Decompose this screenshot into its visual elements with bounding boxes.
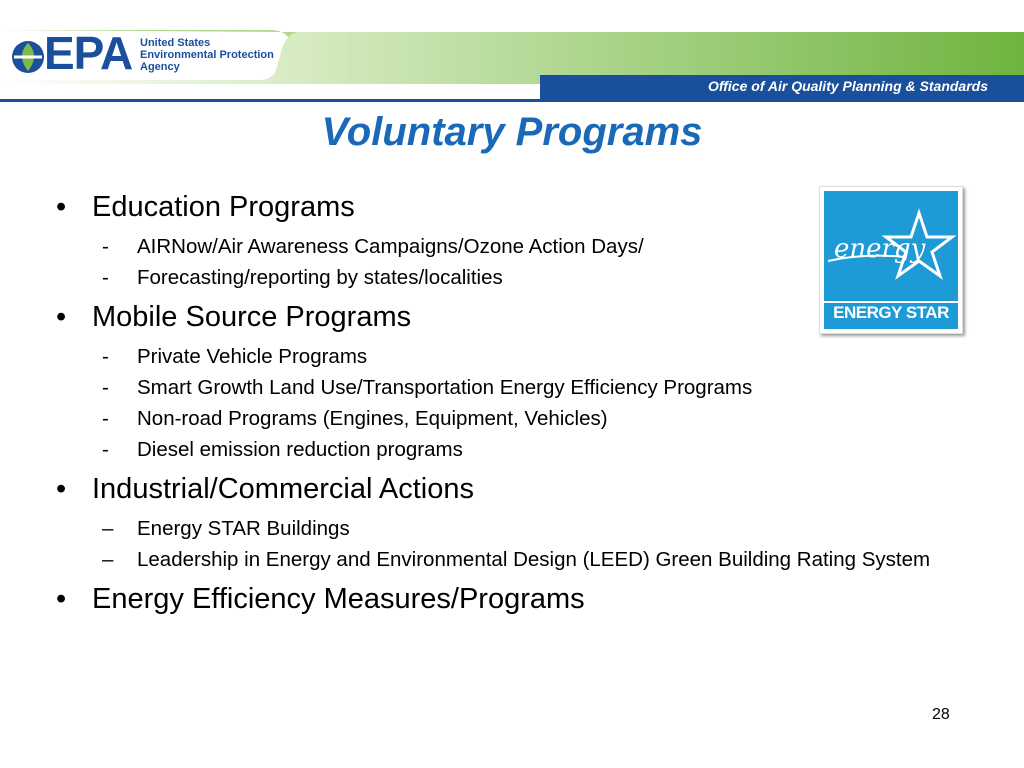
sub-list — [92, 344, 976, 462]
agency-line-2: Environmental Protection — [140, 49, 274, 61]
sub-item — [92, 375, 976, 400]
sub-text: Non-road Programs (Engines, Equipment, Vehicles) — [137, 407, 608, 430]
slide-title: Voluntary Programs — [321, 110, 703, 154]
bullet-text: Education Programs — [92, 191, 355, 223]
sub-text: Smart Growth Land Use/Transportation Energy Efficiency Programs — [137, 376, 753, 399]
sub-item — [92, 437, 976, 462]
dash-icon: - — [102, 407, 109, 430]
energy-star-logo — [819, 186, 963, 334]
sub-text: Diesel emission reduction programs — [137, 438, 463, 461]
dash-icon: – — [102, 517, 114, 540]
bullet-icon: • — [56, 191, 67, 223]
energy-star-label: ENERGY STAR — [833, 303, 949, 322]
slide-header — [0, 0, 1024, 102]
sub-text: AIRNow/Air Awareness Campaigns/Ozone Action Days/ — [137, 235, 644, 258]
dash-icon: - — [102, 235, 109, 258]
sub-text: Energy STAR Buildings — [137, 517, 350, 540]
dash-icon: - — [102, 438, 109, 461]
sub-text: Leadership in Energy and Environmental Design (LEED) Green Building Rating System — [137, 548, 931, 571]
energy-star-panel — [824, 191, 958, 329]
sub-item — [92, 547, 976, 572]
energy-script: energy — [834, 234, 926, 264]
bullet-icon: • — [56, 473, 67, 505]
sub-list — [92, 516, 976, 572]
dash-icon: - — [102, 376, 109, 399]
bullet-icon: • — [56, 301, 67, 333]
bullet-item — [56, 578, 976, 620]
bullet-text: Mobile Source Programs — [92, 301, 412, 333]
page-number: 28 — [932, 706, 950, 723]
sub-item — [92, 516, 976, 541]
dash-icon: - — [102, 345, 109, 368]
office-label: Office of Air Quality Planning & Standards — [707, 78, 988, 94]
bullet-text: Energy Efficiency Measures/Programs — [92, 583, 585, 615]
sub-text: Private Vehicle Programs — [137, 345, 368, 368]
agency-name — [140, 37, 274, 73]
bullet-item — [56, 468, 976, 572]
epa-wordmark: EPA — [44, 27, 133, 79]
bullet-icon: • — [56, 583, 67, 615]
sub-item — [92, 344, 976, 369]
dash-icon: - — [102, 266, 109, 289]
bullet-text: Industrial/Commercial Actions — [92, 473, 474, 505]
agency-line-1: United States — [140, 37, 211, 49]
sub-item — [92, 406, 976, 431]
energy-star-icon — [824, 191, 958, 301]
dash-icon: – — [102, 548, 114, 571]
sub-text: Forecasting/reporting by states/localities — [137, 266, 503, 289]
agency-line-3: Agency — [140, 61, 180, 73]
